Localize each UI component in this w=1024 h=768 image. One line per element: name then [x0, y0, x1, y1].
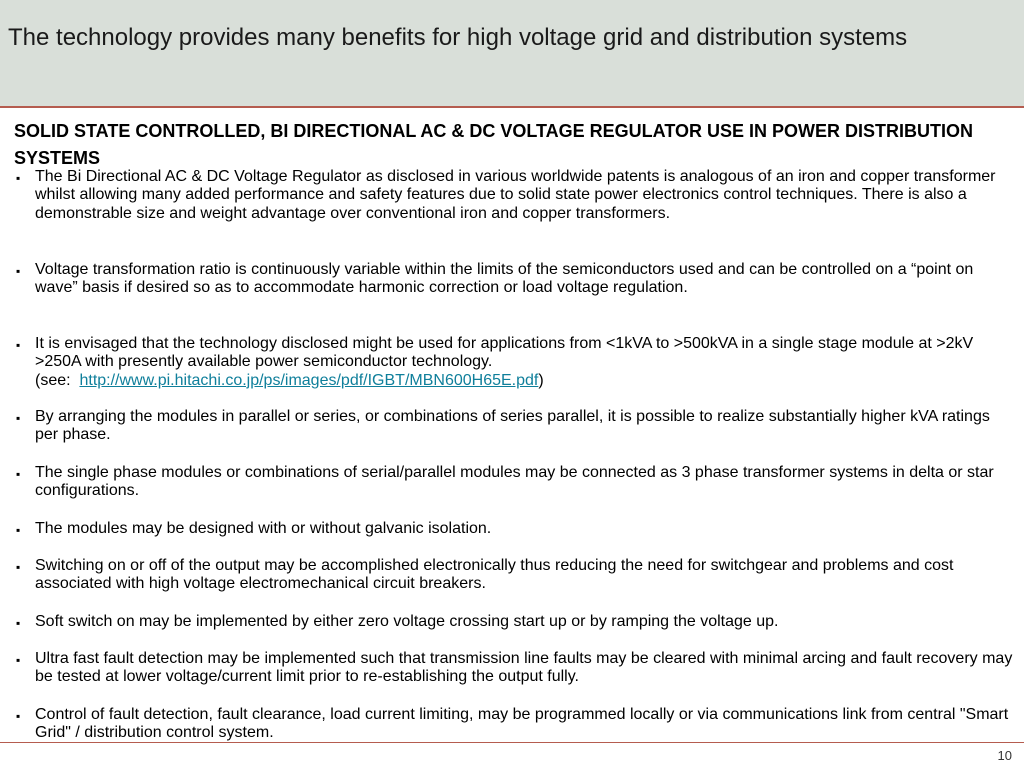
bullet-square-icon: ▪: [16, 171, 21, 185]
list-item: [16, 613, 1014, 631]
list-item: [16, 557, 1014, 594]
bullet-text: The Bi Directional AC & DC Voltage Regulator as disclosed in various worldwide patents is analogous of an iron and copper transformer whilst allowing many added performance and safety features due to solid state power electronics control techniques. There is also a demonstrable size and weight advantage over conventional iron and copper transformers.: [35, 168, 996, 222]
bullet-square-icon: ▪: [16, 616, 21, 630]
bullet-text: The single phase modules or combinations of serial/parallel modules may be connected as 3 phase transformer systems in delta or star configurations.: [35, 464, 994, 500]
bullet-square-icon: ▪: [16, 338, 21, 352]
list-item: [16, 650, 1014, 687]
list-item: [16, 261, 1014, 298]
list-item: [16, 408, 1014, 445]
bullet-text: Soft switch on may be implemented by either zero voltage crossing start up or by ramping the voltage up.: [35, 613, 779, 630]
bullet-text: Switching on or off of the output may be accomplished electronically thus reducing the need for switchgear and problems and cost associated with high voltage electromechanical circuit breakers.: [35, 557, 954, 593]
slide-title: The technology provides many benefits for high voltage grid and distribution systems: [8, 24, 908, 51]
see-reference: [35, 372, 1014, 390]
list-item: [16, 706, 1014, 743]
list-item: [16, 520, 1014, 538]
bullet-text: [35, 335, 1014, 390]
bullet-square-icon: ▪: [16, 709, 21, 723]
page-number: 10: [997, 748, 1012, 763]
bullet-text: The modules may be designed with or without galvanic isolation.: [35, 520, 492, 537]
bullet-text: By arranging the modules in parallel or series, or combinations of series parallel, it is possible to realize substantially higher kVA ratings per phase.: [35, 408, 990, 444]
bullet-text: Control of fault detection, fault clearance, load current limiting, may be programmed locally or via communications link from central "Smart Grid" / distribution control system.: [35, 706, 1009, 742]
bullet-square-icon: ▪: [16, 467, 21, 481]
footer-divider: [0, 742, 1024, 743]
section-heading: SOLID STATE CONTROLLED, BI DIRECTIONAL AC & DC VOLTAGE REGULATOR USE IN POWER DISTRIBUTION SYSTEMS: [14, 121, 974, 168]
list-item: [16, 335, 1014, 390]
bullet-square-icon: ▪: [16, 560, 21, 574]
bullet-text: Ultra fast fault detection may be implemented such that transmission line faults may be cleared with minimal arcing and fault recovery may be tested at lower voltage/current limit prior to re-establishing the output fully.: [35, 650, 1013, 686]
title-band: [0, 0, 1024, 108]
list-item: [16, 168, 1014, 223]
bullet-text: Voltage transformation ratio is continuously variable within the limits of the semiconductors used and can be controlled on a “point on wave” basis if desired so as to accommodate harmonic correction or load voltage regulation.: [35, 261, 974, 297]
bullet-square-icon: ▪: [16, 653, 21, 667]
see-prefix: (see:: [35, 371, 71, 389]
bullet-square-icon: ▪: [16, 411, 21, 425]
hitachi-igbt-datasheet-link[interactable]: http://www.pi.hitachi.co.jp/ps/images/pdf/IGBT/MBN600H65E.pdf: [79, 371, 539, 389]
bullet-square-icon: ▪: [16, 523, 21, 537]
bullet-body: It is envisaged that the technology disclosed might be used for applications from <1kVA to >500kVA in a single stage module at >2kV >250A with presently available power semiconductor technology.: [35, 335, 974, 371]
see-suffix: ): [538, 371, 544, 389]
list-item: [16, 464, 1014, 501]
bullet-square-icon: ▪: [16, 264, 21, 278]
